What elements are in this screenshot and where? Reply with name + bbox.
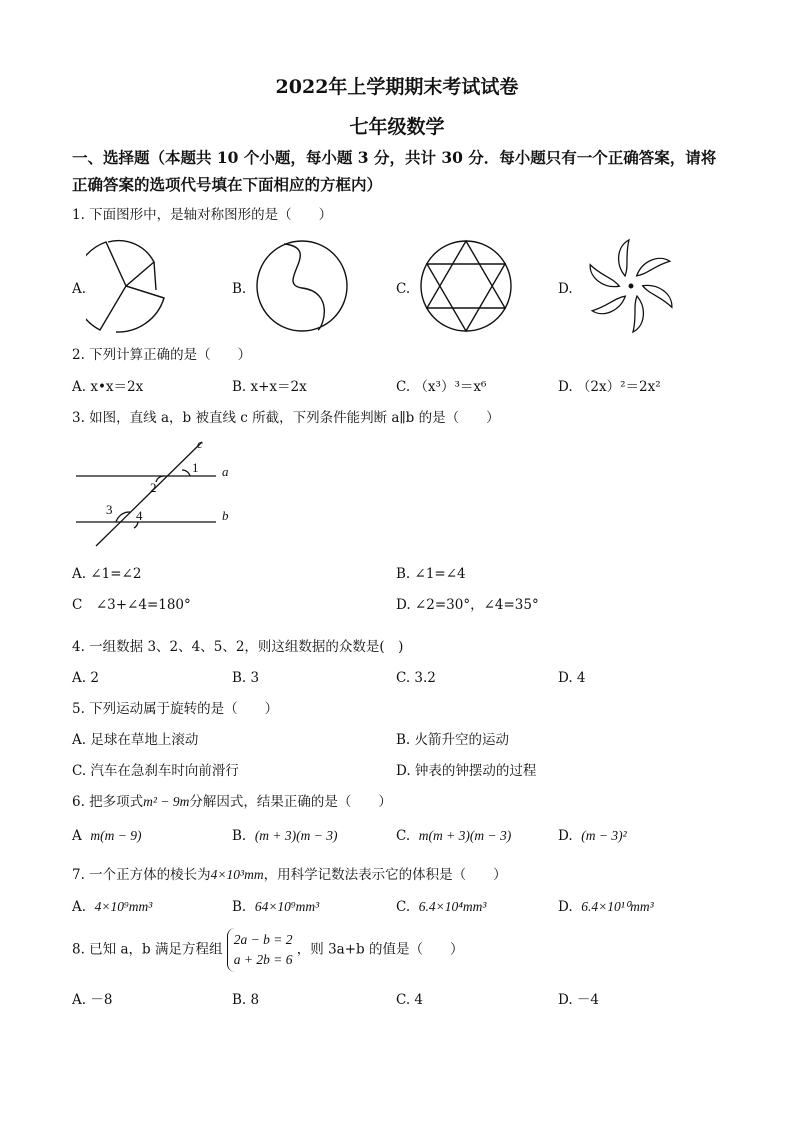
q4-option-b: B. 3 — [232, 670, 260, 686]
question-6-stem — [72, 793, 392, 811]
line-b-label: b — [222, 508, 229, 523]
q7-option-c-expr: 6.4×10⁴mm³ — [418, 899, 487, 914]
angle-3-label: 3 — [106, 502, 113, 517]
q8-stem-prefix: 8. 已知 a，b 满足方程组 — [72, 941, 223, 958]
q5-option-a: A. 足球在草地上滚动 — [72, 732, 199, 748]
q3-option-d: D. ∠2=30°，∠4=35° — [396, 597, 539, 613]
question-3-stem: 3. 如图，直线 a，b 被直线 c 所截，下列条件能判断 a∥b 的是（ ） — [72, 410, 500, 426]
q6-option-c: C. m(m + 3)(m − 3) — [396, 828, 512, 844]
q8-option-c: C. 4 — [396, 992, 424, 1008]
q6-option-d-expr: (m − 3)² — [581, 828, 627, 843]
section-heading — [72, 144, 732, 198]
q2-option-a: A. x•x＝2x — [72, 379, 144, 395]
angle-2-label: 2 — [150, 480, 157, 495]
q4-option-c: C. 3.2 — [396, 670, 436, 686]
q7-stem-expr: 4×10³mm — [210, 867, 264, 882]
q5-option-d: D. 钟表的钟摆动的过程 — [396, 763, 537, 779]
question-8-stem — [72, 928, 463, 972]
q7-option-d-expr: 6.4×10¹⁰mm³ — [581, 899, 654, 914]
q8-option-a: A. －8 — [72, 992, 113, 1008]
equation-system — [227, 928, 293, 972]
q7-option-a-expr: 4×10⁹mm³ — [94, 899, 153, 914]
q2-option-d: D. （2x）²＝2x² — [558, 379, 661, 395]
q7-stem-prefix: 7. 一个正方体的棱长为 — [72, 867, 211, 883]
section-heading-line1: 一、选择题（本题共 10 个小题，每小题 3 分，共计 30 分．每小题只有一个正确答案，请将 — [72, 148, 717, 167]
q5-option-b: B. 火箭升空的运动 — [396, 732, 510, 748]
line-a-label: a — [222, 464, 229, 479]
question-5-stem: 5. 下列运动属于旋转的是（ ） — [72, 701, 279, 717]
page-title: 2022年上学期期末考试试卷 — [275, 76, 519, 98]
q6-stem-prefix: 6. 把多项式 — [72, 794, 144, 810]
q8-stem-suffix: ，则 3a+b 的值是（ ） — [296, 941, 464, 958]
yin-yang-icon — [254, 238, 350, 334]
pinwheel-icon — [578, 238, 684, 334]
section-heading-line2: 正确答案的选项代号填在下面相应的方框内） — [72, 175, 383, 194]
equation-1: 2a − b = 2 — [233, 932, 293, 947]
q2-option-c: C. （x³）³＝x⁶ — [396, 379, 487, 395]
q3-option-c: C ∠3+∠4=180° — [72, 597, 191, 613]
q8-option-d: D. －4 — [558, 992, 600, 1008]
question-7-stem — [72, 866, 507, 884]
q1-option-b: B. — [232, 281, 247, 297]
question-2-stem: 2. 下列计算正确的是（ ） — [72, 347, 252, 363]
q7-option-b: B. 64×10⁹mm³ — [232, 899, 320, 915]
angle-1-label: 1 — [192, 460, 199, 475]
q6-option-b-expr: (m + 3)(m − 3) — [254, 828, 338, 843]
three-blade-shape-icon — [86, 238, 172, 336]
q7-option-b-expr: 64×10⁹mm³ — [254, 899, 320, 914]
q7-option-d: D. 6.4×10¹⁰mm³ — [558, 899, 654, 915]
page-subtitle: 七年级数学 — [349, 116, 445, 138]
angle-4-label: 4 — [136, 508, 143, 523]
star-of-david-in-circle-icon — [418, 238, 514, 334]
parallel-lines-figure — [72, 436, 242, 552]
q4-option-a: A. 2 — [72, 670, 99, 686]
q8-option-b: B. 8 — [232, 992, 260, 1008]
q6-option-d: D. (m − 3)² — [558, 828, 627, 844]
q7-option-a: A. 4×10⁹mm³ — [72, 899, 153, 915]
q6-stem-suffix: 分解因式，结果正确的是（ ） — [189, 794, 392, 810]
q3-option-b: B. ∠1=∠4 — [396, 566, 466, 582]
q3-option-a: A. ∠1=∠2 — [72, 566, 142, 582]
q1-option-c: C. — [396, 281, 411, 297]
q7-stem-suffix: ，用科学记数法表示它的体积是（ ） — [263, 867, 507, 883]
equation-2: a + 2b = 6 — [233, 952, 293, 967]
q6-stem-expr: m² − 9m — [143, 794, 190, 809]
q6-option-c-expr: m(m + 3)(m − 3) — [418, 828, 512, 843]
q2-option-b: B. x+x＝2x — [232, 379, 307, 395]
q6-option-a-expr: m(m − 9) — [90, 828, 142, 843]
q6-option-a: A m(m − 9) — [72, 828, 142, 844]
q6-option-b: B. (m + 3)(m − 3) — [232, 828, 338, 844]
q5-option-c: C. 汽车在急刹车时向前滑行 — [72, 763, 239, 779]
q7-option-c: C. 6.4×10⁴mm³ — [396, 899, 487, 915]
question-4-stem: 4. 一组数据 3、2、4、5、2，则这组数据的众数是( ) — [72, 639, 404, 655]
line-c-label: c — [197, 436, 203, 451]
question-1-stem: 1. 下面图形中，是轴对称图形的是（ ） — [72, 207, 333, 223]
q4-option-d: D. 4 — [558, 670, 586, 686]
q1-option-d: D. — [558, 281, 573, 297]
q1-option-a: A. — [72, 281, 87, 297]
